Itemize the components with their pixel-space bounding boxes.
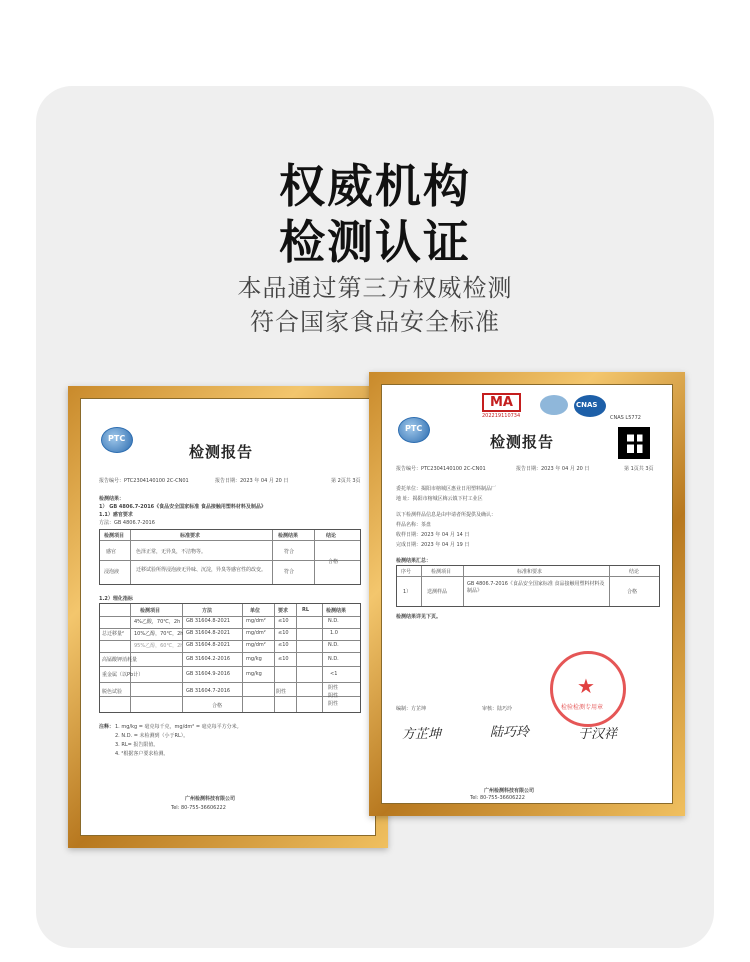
note-3: 3. RL= 报告限值。 — [115, 742, 159, 748]
td-limit: ≤10 — [278, 630, 289, 636]
report-title: 检测报告 — [490, 433, 555, 451]
td-method: GB 31604.8-2021 — [186, 642, 231, 648]
ilac-mra-icon — [540, 395, 568, 415]
td-unit: mg/dm² — [246, 618, 266, 624]
certificate-right-paper — [381, 384, 673, 804]
td-method: GB 31604.2-2016 — [186, 656, 231, 662]
footer-org: 广州检测科技有限公司 — [484, 788, 535, 794]
td-result: 符合 — [284, 549, 295, 555]
report-number: 报告编号：PTC2304140100 2C-CN01 — [99, 478, 189, 484]
td-value: N.D. — [328, 642, 339, 648]
td-item: 浸泡液 — [104, 569, 120, 575]
th-item: 检测项目 — [104, 533, 125, 539]
official-seal: ★ 检验检测专用章 — [550, 651, 626, 727]
note-1: 1. mg/kg = 毫克每千克，mg/dm² = 毫克每平方分米。 — [115, 724, 242, 730]
th-method: 方法 — [202, 608, 213, 614]
td-param: 95%乙醇，60℃，2h — [134, 643, 184, 649]
th-result: 检测结果 — [278, 533, 299, 539]
td-conclusion: 合格 — [212, 703, 223, 709]
th-conclusion: 结论 — [326, 533, 337, 539]
td-method: GB 31604.7-2016 — [186, 688, 231, 694]
completed-date: 完成日期：2023 年 04 月 19 日 — [396, 542, 470, 548]
td-param: 10%乙醇，70℃，2h — [134, 631, 184, 637]
td-unit: mg/kg — [246, 656, 262, 662]
certificate-left-paper — [80, 398, 376, 836]
certificate-right — [369, 372, 685, 816]
td-method: GB 31604.8-2021 — [186, 618, 231, 624]
sample-name: 样品名称：茶盘 — [396, 522, 432, 528]
notes-title: 注释： — [99, 724, 115, 730]
footer-org: 广州检测科技有限公司 — [185, 796, 236, 802]
footer-tel: Tel: 80-755-36606222 — [171, 805, 226, 811]
report-date: 报告日期：2023 年 04 月 20 日 — [516, 466, 590, 472]
td-req: 色泽正常，无异臭，不洁物等。 — [136, 549, 207, 555]
report-page: 第 2页共 3页 — [331, 478, 361, 484]
qr-code-icon — [618, 427, 650, 459]
td-conclusion: 合格 — [328, 559, 339, 565]
td-item: 感官 — [106, 549, 117, 555]
td-result: 符合 — [284, 569, 295, 575]
sample-info: 以下检测样品信息是由申请者所提供及确认： — [396, 512, 497, 518]
subtitle-line-2: 符合国家食品安全标准 — [250, 308, 500, 336]
td-item: 送测样品 — [427, 589, 448, 595]
heading-line-2: 检测认证 — [279, 215, 471, 269]
summary-label: 检测结果汇总： — [396, 558, 432, 564]
th-req: 标准要求 — [180, 533, 201, 539]
td-unit: mg/kg — [246, 671, 262, 677]
heading-line-1: 权威机构 — [279, 159, 471, 213]
client: 委托单位：揭阳市榕城区惠业日用塑料制品厂 — [396, 486, 497, 492]
td-item: 脱色试验 — [102, 689, 123, 695]
td-item: 重金属（以Pb计） — [102, 672, 144, 678]
cma-number: 202219110734 — [482, 413, 521, 419]
address: 地 址：揭阳市榕城区梅云镇下村工业区 — [396, 496, 483, 502]
td-limit: ≤10 — [278, 642, 289, 648]
td-value: N.D. — [328, 618, 339, 624]
td-value: <1 — [330, 671, 338, 677]
th-result: 检测结果 — [326, 608, 347, 614]
td-std: GB 4806.7-2016《食品安全国家标准 食品接触用塑料材料及制品》 — [467, 581, 605, 594]
sensory-table — [99, 529, 361, 585]
results-label: 检测结果： — [99, 496, 125, 502]
signature-1: 方芷坤 — [402, 727, 442, 742]
th-item: 检测项目 — [140, 608, 161, 614]
td-value: 1.0 — [330, 630, 338, 636]
td-no: 1） — [403, 589, 412, 595]
td-value: 阴性 — [328, 685, 339, 691]
report-page: 第 1页共 3页 — [624, 466, 654, 472]
reviewed-by: 审核：陆巧玲 — [482, 706, 513, 712]
td-limit: 阴性 — [276, 689, 287, 695]
detail-note: 检测结果详见下页。 — [396, 614, 442, 620]
td-limit: ≤10 — [278, 656, 289, 662]
td-method: GB 31604.8-2021 — [186, 630, 231, 636]
subtitle-line-1: 本品通过第三方权威检测 — [237, 274, 513, 302]
td-unit: mg/dm² — [246, 642, 266, 648]
th-no: 序号 — [401, 569, 412, 575]
td-value: 阴性 — [328, 701, 339, 707]
footer-tel: Tel: 80-755-36606222 — [470, 795, 525, 801]
sensory-section: 1.1）感官要求 — [99, 512, 133, 518]
td-req: 迁移试验所得浸泡液无异味、沉淀，异臭等感官性的改变。 — [136, 567, 267, 573]
th-unit: 单位 — [250, 608, 261, 614]
th-std: 标准和要求 — [517, 569, 543, 575]
physchem-table — [99, 603, 361, 713]
received-date: 收样日期：2023 年 04 月 14 日 — [396, 532, 470, 538]
td-param: 4%乙酸，70℃，2h — [134, 619, 181, 625]
method-line: 方法：GB 4806.7-2016 — [99, 520, 155, 526]
ptc-logo-icon: PTC — [101, 427, 133, 453]
cnas-id: CNAS L5772 — [610, 415, 641, 421]
report-number: 报告编号：PTC2304140100 2C-CN01 — [396, 466, 486, 472]
th-item: 检测项目 — [431, 569, 452, 575]
td-value: N.D. — [328, 656, 339, 662]
td-method: GB 31604.9-2016 — [186, 671, 231, 677]
th-rl: RL — [302, 607, 310, 613]
signature-3: 于汉祥 — [578, 727, 618, 742]
th-limit: 要求 — [278, 608, 289, 614]
td-conclusion: 合格 — [627, 589, 638, 595]
td-item: 高锰酸钾消耗量 — [102, 657, 138, 663]
note-4: 4. ²根据客户要求检测。 — [115, 751, 169, 757]
standard-line: 1） GB 4806.7-2016《食品安全国家标准 食品接触用塑料材料及制品》 — [99, 504, 266, 510]
th-conclusion: 结论 — [629, 569, 640, 575]
physchem-section: 1.2）理化指标 — [99, 596, 133, 602]
seal-text: 检验检测专用章 — [561, 704, 604, 711]
report-date: 报告日期：2023 年 04 月 20 日 — [215, 478, 289, 484]
summary-table — [396, 565, 660, 607]
prepared-by: 编制：方芷坤 — [396, 706, 427, 712]
cma-badge-icon: MA — [482, 393, 521, 412]
td-item: 总迁移量² — [102, 631, 125, 637]
certificate-left — [68, 386, 388, 848]
td-unit: mg/dm² — [246, 630, 266, 636]
signature-2: 陆巧玲 — [490, 725, 530, 740]
note-2: 2. N.D. = 未检测到（小于RL）。 — [115, 733, 189, 739]
td-value: 阴性 — [328, 693, 339, 699]
cnas-label: CNAS — [576, 401, 598, 409]
ptc-logo-icon: PTC — [398, 417, 430, 443]
td-limit: ≤10 — [278, 618, 289, 624]
report-title: 检测报告 — [189, 443, 254, 461]
